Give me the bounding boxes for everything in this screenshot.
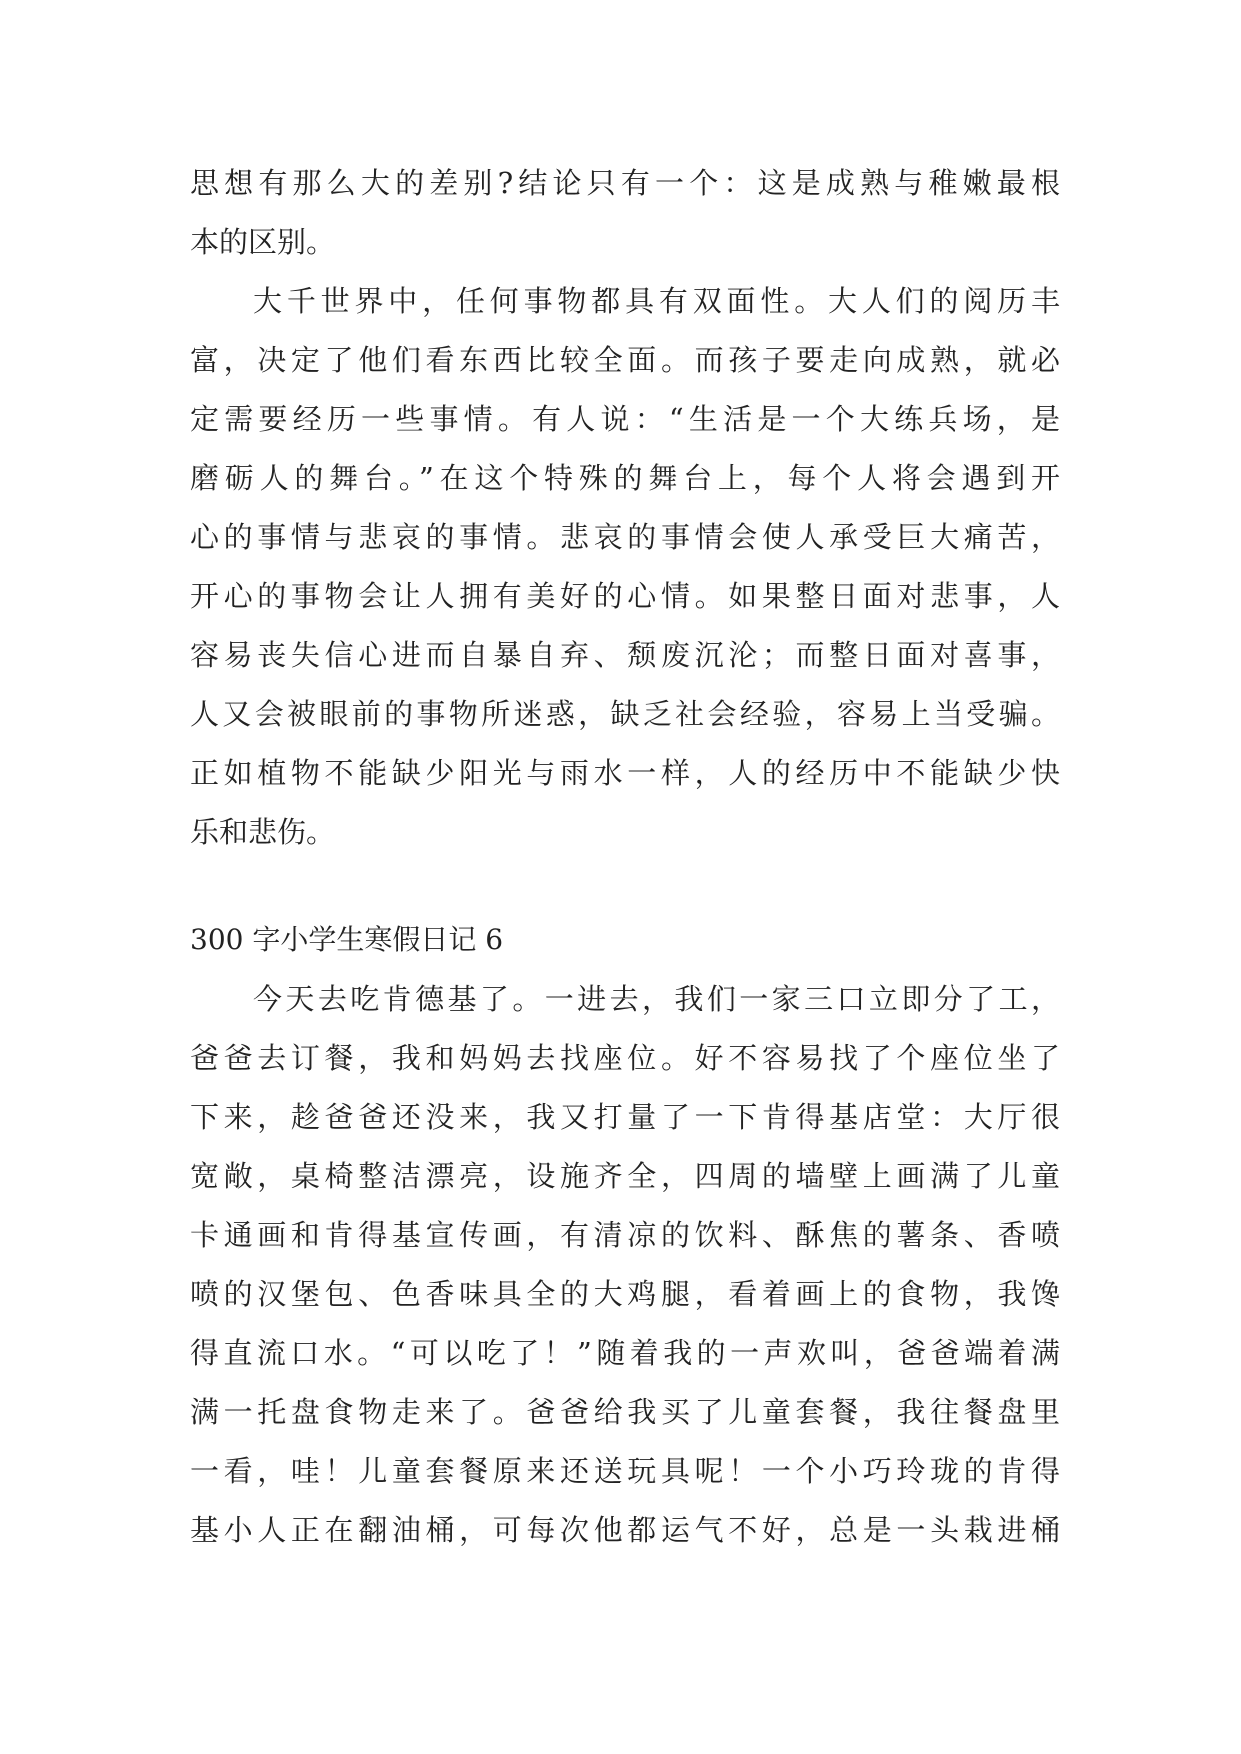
paragraph-line: 富，决定了他们看东西比较全面。而孩子要走向成熟，就必 bbox=[190, 343, 1060, 377]
paragraph-line: 心的事情与悲哀的事情。悲哀的事情会使人承受巨大痛苦， bbox=[190, 520, 1060, 554]
paragraph-line: 得直流口水。“可以吃了！”随着我的一声欢叫，爸爸端着满 bbox=[190, 1336, 1060, 1370]
paragraph-line: 本的区别。 bbox=[190, 225, 336, 259]
paragraph-line: 思想有那么大的差别?结论只有一个：这是成熟与稚嫩最根 bbox=[190, 166, 1060, 200]
paragraph-line: 磨砺人的舞台。”在这个特殊的舞台上，每个人将会遇到开 bbox=[190, 461, 1060, 495]
paragraph-line: 爸爸去订餐，我和妈妈去找座位。好不容易找了个座位坐了 bbox=[190, 1041, 1060, 1075]
paragraph-line: 开心的事物会让人拥有美好的心情。如果整日面对悲事，人 bbox=[190, 579, 1060, 613]
paragraph-line: 喷的汉堡包、色香味具全的大鸡腿，看着画上的食物，我馋 bbox=[190, 1277, 1060, 1311]
paragraph-line: 满一托盘食物走来了。爸爸给我买了儿童套餐，我往餐盘里 bbox=[190, 1395, 1060, 1429]
section-heading: 300 字小学生寒假日记 6 bbox=[190, 923, 504, 956]
paragraph-line: 基小人正在翻油桶，可每次他都运气不好，总是一头栽进桶 bbox=[190, 1513, 1060, 1547]
paragraph-line: 今天去吃肯德基了。一进去，我们一家三口立即分了工， bbox=[253, 982, 1060, 1016]
paragraph-line: 容易丧失信心进而自暴自弃、颓废沉沦；而整日面对喜事， bbox=[190, 638, 1060, 672]
paragraph-line: 下来，趁爸爸还没来，我又打量了一下肯得基店堂：大厅很 bbox=[190, 1100, 1060, 1134]
paragraph-line: 乐和悲伤。 bbox=[190, 815, 336, 849]
paragraph-line: 人又会被眼前的事物所迷惑，缺乏社会经验，容易上当受骗。 bbox=[190, 697, 1060, 731]
paragraph-line: 正如植物不能缺少阳光与雨水一样，人的经历中不能缺少快 bbox=[190, 756, 1060, 790]
paragraph-line: 定需要经历一些事情。有人说：“生活是一个大练兵场，是 bbox=[190, 402, 1060, 436]
paragraph-line: 卡通画和肯得基宣传画，有清凉的饮料、酥焦的薯条、香喷 bbox=[190, 1218, 1060, 1252]
paragraph-line: 大千世界中，任何事物都具有双面性。大人们的阅历丰 bbox=[253, 284, 1060, 318]
paragraph-line: 一看，哇！儿童套餐原来还送玩具呢！一个小巧玲珑的肯得 bbox=[190, 1454, 1060, 1488]
paragraph-line: 宽敞，桌椅整洁漂亮，设施齐全，四周的墙壁上画满了儿童 bbox=[190, 1159, 1060, 1193]
